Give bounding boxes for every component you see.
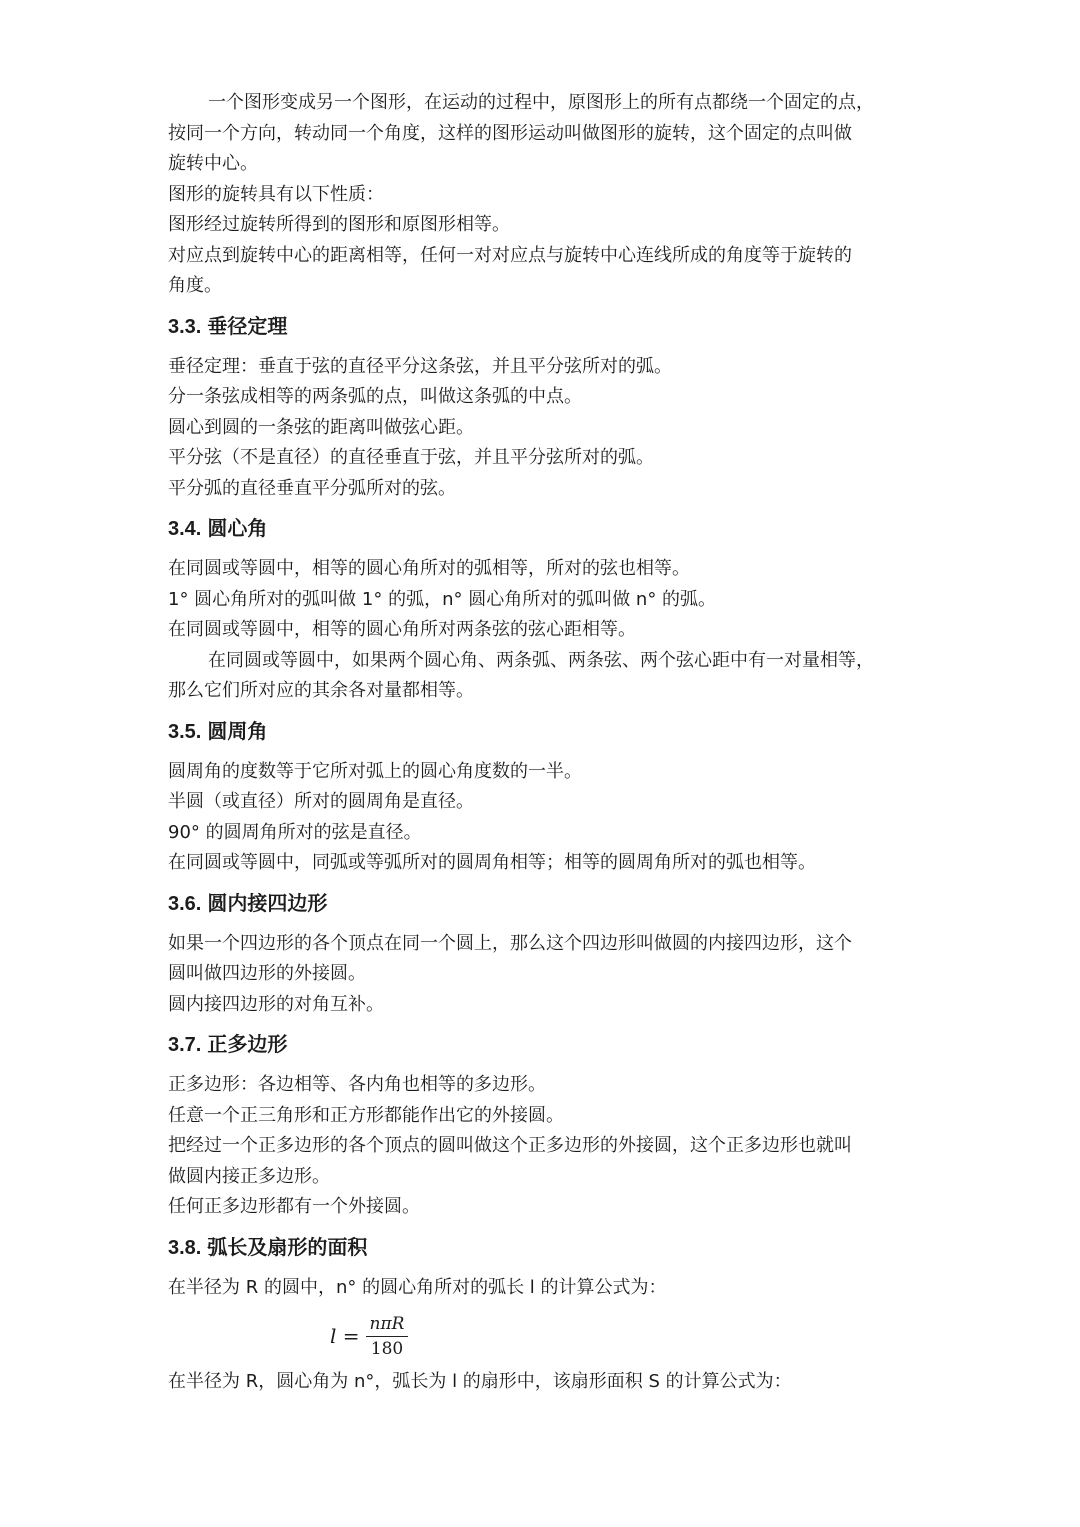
intro-paragraph-line: 一个图形变成另一个图形，在运动的过程中，原图形上的所有点都绕一个固定的点，	[208, 92, 874, 113]
section-title: 圆内接四边形	[207, 892, 328, 915]
section-number: 3.3.	[168, 315, 202, 338]
section-title: 正多边形	[207, 1034, 288, 1056]
text-line: 圆叫做四边形的外接圆。	[168, 963, 366, 984]
rotation-property-line: 对应点到旋转中心的距离相等，任何一对对应点与旋转中心连线所成的角度等于旋转的	[168, 244, 852, 266]
formula-fraction	[366, 1314, 409, 1359]
formula-lhs: l =	[330, 1324, 360, 1348]
text-line: 在半径为 R，圆心角为 n°，弧长为 l 的扇形中，该扇形面积 S 的计算公式为：	[168, 1371, 792, 1392]
text-line: 如果一个四边形的各个顶点在同一个圆上，那么这个四边形叫做圆的内接四边形，这个	[168, 932, 852, 954]
section-number: 3.7.	[168, 1034, 202, 1056]
section-heading-3-5	[168, 719, 948, 745]
rotation-property-line: 图形经过旋转所得到的图形和原图形相等。	[168, 214, 510, 235]
text-line: 半圆（或直径）所对的圆周角是直径。	[168, 791, 474, 812]
text-line: 在同圆或等圆中，同弧或等弧所对的圆周角相等；相等的圆周角所对的弧也相等。	[168, 852, 816, 873]
arc-length-formula	[330, 1309, 948, 1363]
text-line: 平分弦（不是直径）的直径垂直于弦，并且平分弦所对的弧。	[168, 447, 654, 468]
text-line: 在同圆或等圆中，相等的圆心角所对两条弦的弦心距相等。	[168, 619, 636, 640]
formula-denominator: 180	[370, 1338, 404, 1359]
rotation-property-line: 角度。	[168, 275, 222, 296]
text-line: 在半径为 R 的圆中，n° 的圆心角所对的弧长 l 的计算公式为：	[168, 1276, 667, 1298]
text-line: 任意一个正三角形和正方形都能作出它的外接圆。	[168, 1104, 564, 1126]
text-line: 平分弧的直径垂直平分弧所对的弦。	[168, 477, 456, 499]
text-line: 在同圆或等圆中，相等的圆心角所对的弧相等，所对的弦也相等。	[168, 558, 690, 579]
text-line: 做圆内接正多边形。	[168, 1165, 330, 1187]
intro-paragraph-line: 旋转中心。	[168, 153, 258, 174]
section-title: 垂径定理	[207, 315, 288, 338]
section-heading-3-6	[168, 891, 948, 917]
text-line: 90° 的圆周角所对的弦是直径。	[168, 821, 422, 843]
text-line: 分一条弦成相等的两条弧的点，叫做这条弧的中点。	[168, 386, 582, 407]
text-line: 正多边形：各边相等、各内角也相等的多边形。	[168, 1074, 546, 1095]
text-line: 任何正多边形都有一个外接圆。	[168, 1196, 420, 1217]
text-line: 圆周角的度数等于它所对弧上的圆心角度数的一半。	[168, 760, 582, 782]
section-number: 3.4.	[168, 518, 202, 540]
intro-paragraph-line: 按同一个方向，转动同一个角度，这样的图形运动叫做图形的旋转，这个固定的点叫做	[168, 122, 852, 144]
text-line: 圆心到圆的一条弦的距离叫做弦心距。	[168, 416, 474, 438]
text-line: 1° 圆心角所对的弧叫做 1° 的弧，n° 圆心角所对的弧叫做 n° 的弧。	[168, 588, 717, 610]
text-line: 那么它们所对应的其余各对量都相等。	[168, 680, 474, 701]
section-heading-3-3	[168, 314, 948, 340]
rotation-properties-heading: 图形的旋转具有以下性质：	[168, 183, 384, 205]
section-heading-3-8	[168, 1235, 948, 1261]
section-title: 弧长及扇形的面积	[207, 1236, 368, 1259]
text-line: 圆内接四边形的对角互补。	[168, 993, 384, 1015]
section-heading-3-4	[168, 516, 948, 542]
section-heading-3-7	[168, 1032, 948, 1058]
text-line: 把经过一个正多边形的各个顶点的圆叫做这个正多边形的外接圆，这个正多边形也就叫	[168, 1135, 852, 1156]
document-page	[168, 88, 948, 1398]
section-number: 3.8.	[168, 1236, 202, 1259]
section-title: 圆心角	[207, 518, 268, 540]
formula-numerator: nπR	[366, 1314, 409, 1337]
section-number: 3.5.	[168, 720, 202, 743]
text-line: 垂径定理：垂直于弦的直径平分这条弦，并且平分弦所对的弧。	[168, 355, 672, 377]
text-line: 在同圆或等圆中，如果两个圆心角、两条弧、两条弦、两个弦心距中有一对量相等，	[208, 649, 874, 671]
section-title: 圆周角	[207, 720, 268, 743]
section-number: 3.6.	[168, 892, 202, 915]
